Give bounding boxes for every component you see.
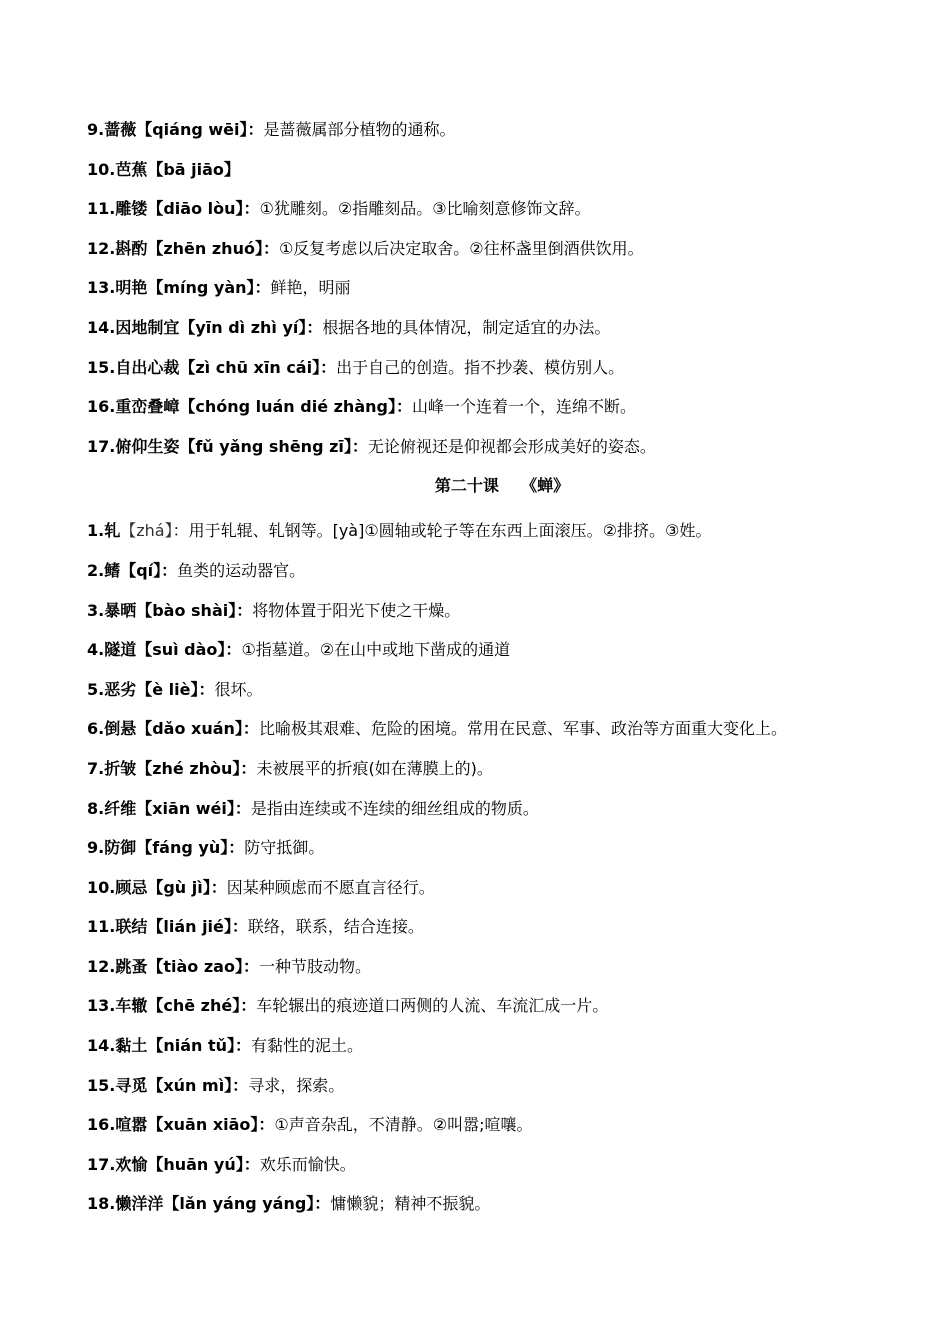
lesson-title: 第二十课 《蝉》: [434, 476, 570, 496]
entry-head: 6.倒悬【dǎo xuán】：: [87, 719, 259, 739]
entry-lianjie: [87, 915, 887, 955]
entry-definition: 鱼类的运动器官。: [177, 560, 306, 580]
entry-definition: 有黏性的泥土。: [251, 1036, 364, 1056]
entry-zha: [87, 519, 887, 559]
entry-zhenzhuo: [87, 237, 887, 277]
entry-definition: 将物体置于阳光下使之干燥。: [252, 600, 461, 620]
entry-definition: 寻求，探索。: [248, 1075, 345, 1095]
entry-head: 17.欢愉【huān yú】：: [87, 1154, 260, 1174]
entry-bajiao: [87, 158, 887, 198]
entry-definition: 慵懒貌；精神不振貌。: [330, 1194, 491, 1214]
entry-zhezhou: [87, 757, 887, 797]
entry-definition: 防守抵御。: [244, 838, 325, 858]
entry-xunmi: [87, 1074, 887, 1114]
entry-fuyangshengzi: [87, 435, 887, 475]
entry-definition: 比喻极其艰难、危险的困境。常用在民意、军事、政治等方面重大变化上。: [258, 719, 787, 739]
entry-head: 13.明艳【míng yàn】：: [87, 278, 271, 298]
section2-list: [87, 519, 887, 1232]
entry-qiangwei: [87, 118, 887, 158]
entry-definition: 因某种顾虑而不愿直言径行。: [226, 877, 435, 897]
entry-qi: [87, 559, 887, 599]
section1-list: [87, 118, 887, 474]
entry-tiaozao: [87, 955, 887, 995]
entry-definition: ①声音杂乱，不清静。②叫嚣;喧嚷。: [274, 1115, 533, 1135]
entry-definition: ①指墓道。②在山中或地下凿成的通道: [241, 640, 511, 660]
entry-definition: 欢乐而愉快。: [259, 1154, 356, 1174]
entry-head: 9.蔷薇【qiáng wēi】：: [87, 120, 264, 139]
entry-definition: 联络，联系，结合连接。: [247, 917, 424, 937]
entry-elie: [87, 678, 887, 718]
entry-definition: 车轮辗出的痕迹道口两侧的人流、车流汇成一片。: [256, 996, 609, 1016]
entry-definition: 是蔷薇属部分植物的通称。: [263, 120, 456, 139]
entry-definition: 山峰一个连着一个，连绵不断。: [411, 397, 636, 417]
entry-chongluandiezhang: [87, 395, 887, 435]
entry-xianwei: [87, 797, 887, 837]
entry-definition: 未被展平的折痕(如在薄膜上的)。: [256, 758, 493, 778]
entry-daoxuan: [87, 717, 887, 757]
entry-definition: 无论俯视还是仰视都会形成美好的姿态。: [367, 436, 656, 456]
entry-definition: ①反复考虑以后决定取舍。②往杯盏里倒酒供饮用。: [278, 238, 644, 258]
entry-zichuxincai: [87, 356, 887, 396]
entry-head: 18.懒洋洋【lǎn yáng yáng】：: [87, 1194, 331, 1214]
entry-definition: ：用于轧辊、轧钢等。[yà]①圆轴或轮子等在东西上面滚压。②排挤。③姓。: [172, 521, 712, 541]
entry-suidao: [87, 638, 887, 678]
entry-guji: [87, 876, 887, 916]
entry-head: 12.跳蚤【tiào zao】：: [87, 956, 259, 976]
entry-chezhe: [87, 994, 887, 1034]
entry-definition: 根据各地的具体情况，制定适宜的办法。: [322, 317, 611, 337]
entry-head: 7.折皱【zhé zhòu】：: [87, 758, 257, 778]
entry-pinyin: 【zhá】: [120, 521, 173, 541]
entry-head: 16.重峦叠嶂【chóng luán dié zhàng】：: [87, 397, 412, 417]
entry-head: 5.恶劣【è liè】：: [87, 679, 215, 699]
entry-yindizhiyi: [87, 316, 887, 356]
entry-head: 11.雕镂【diāo lòu】：: [87, 199, 260, 219]
entry-head: 14.因地制宜【yīn dì zhì yí】：: [87, 317, 323, 337]
entry-definition: 是指由连续或不连续的细丝组成的物质。: [250, 798, 539, 818]
entry-xuanxiao: [87, 1113, 887, 1153]
entry-definition: 很坏。: [214, 679, 263, 699]
entry-head: 3.暴晒【bào shài】：: [87, 600, 253, 620]
entry-baoshai: [87, 599, 887, 639]
entry-head: 4.隧道【suì dào】：: [87, 640, 242, 660]
entry-mingyan: [87, 276, 887, 316]
entry-huanyu: [87, 1153, 887, 1193]
entry-head: 16.喧嚣【xuān xiāo】：: [87, 1115, 275, 1135]
document-page: [87, 118, 887, 1232]
entry-head: 2.鳍【qí】：: [87, 560, 178, 580]
entry-fangyu: [87, 836, 887, 876]
entry-diaolou: [87, 197, 887, 237]
entry-definition: 鲜艳，明丽: [270, 278, 351, 298]
entry-lanyangyang: [87, 1192, 887, 1232]
entry-head: 17.俯仰生姿【fǔ yǎng shēng zī】：: [87, 436, 368, 456]
entry-head: 10.顾忌【gù jì】：: [87, 877, 227, 897]
entry-head: 15.自出心裁【zì chū xīn cái】：: [87, 357, 337, 377]
entry-niantu: [87, 1034, 887, 1074]
entry-definition: 出于自己的创造。指不抄袭、模仿别人。: [336, 357, 625, 377]
entry-head: 12.斟酌【zhēn zhuó】：: [87, 238, 279, 258]
entry-definition: 一种节肢动物。: [258, 956, 371, 976]
entry-head: 14.黏土【nián tǔ】：: [87, 1036, 252, 1056]
entry-head: 13.车辙【chē zhé】：: [87, 996, 257, 1016]
entry-head: 11.联结【lián jié】：: [87, 917, 248, 937]
entry-head: 10.芭蕉【bā jiāo】: [87, 159, 240, 179]
entry-head: 8.纤维【xiān wéi】：: [87, 798, 251, 818]
entry-definition: ①犹雕刻。②指雕刻品。③比喻刻意修饰文辞。: [259, 199, 591, 219]
entry-head: 1.轧: [87, 521, 121, 541]
entry-head: 9.防御【fáng yù】：: [87, 838, 245, 858]
entry-head: 15.寻觅【xún mì】：: [87, 1075, 249, 1095]
